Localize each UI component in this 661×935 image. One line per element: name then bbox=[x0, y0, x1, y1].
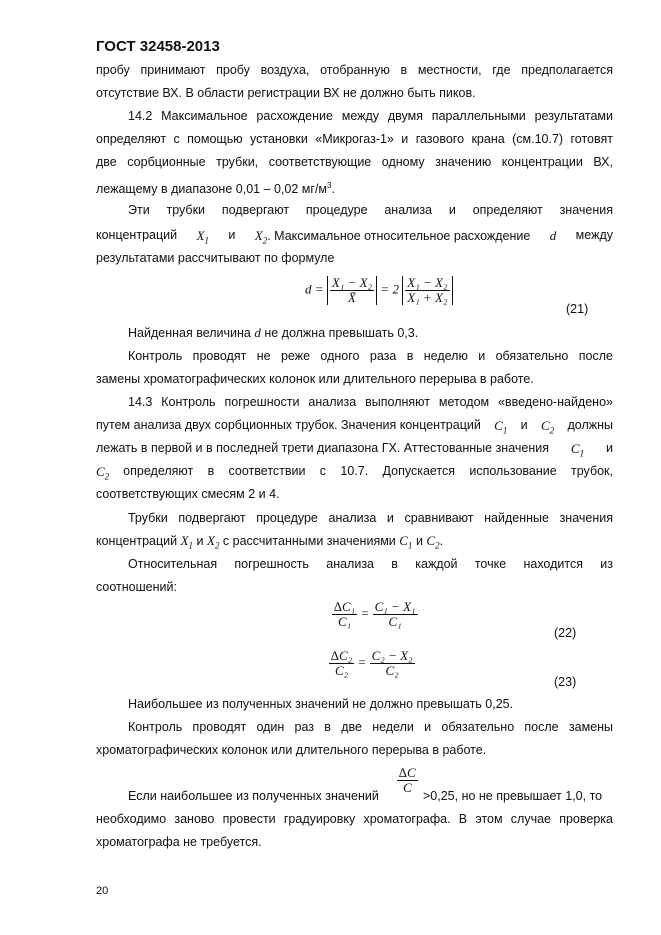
paragraph-line: две сорбционные трубки, соответствующие одному значению концентрации ВХ, bbox=[96, 155, 613, 169]
paragraph-line: необходимо заново провести градуировку хроматографа. В этом случае проверка bbox=[96, 812, 613, 826]
paragraph-line: хроматографа не требуется. bbox=[96, 835, 262, 849]
paragraph-line: соответствующих смесям 2 и 4. bbox=[96, 487, 280, 501]
paragraph-line: концентраций $X_1$ и $X_2$ с рассчитанными значениями $C_1$ и $C_2$. bbox=[96, 533, 444, 551]
symbol-x1: $X_1$ bbox=[196, 228, 209, 246]
document-header: ГОСТ 32458-2013 bbox=[96, 38, 220, 55]
paragraph-line: $C_2$ определяют в соответствии с 10.7. Допускается использование трубок, bbox=[96, 464, 613, 482]
paragraph-line: Найденная величина d не должна превышать 0,3. bbox=[128, 325, 419, 340]
paragraph-line: Контроль проводят один раз в две недели и обязательно после замены bbox=[128, 720, 613, 734]
paragraph-line: 14.2 Максимальное расхождение между двумя параллельными результатами bbox=[128, 109, 613, 123]
page-number: 20 bbox=[96, 885, 109, 897]
paragraph-line: хроматографических колонок или длительного перерыва в работе. bbox=[96, 743, 487, 757]
paragraph-line: пробу принимают пробу воздуха, отобранную в местности, где предполагается bbox=[96, 63, 613, 77]
paragraph-line: Трубки подвергают процедуре анализа и сравнивают найденные значения bbox=[128, 511, 613, 525]
inline-fraction: $\frac{\Delta C}{C}$ bbox=[399, 765, 416, 795]
paragraph-line: Контроль проводят не реже одного раза в неделю и обязательно после bbox=[128, 349, 613, 363]
paragraph-line: Относительная погрешность анализа в каждой точке находится из bbox=[128, 557, 613, 571]
equation-number: (21) bbox=[566, 302, 589, 316]
equation-number: (22) bbox=[554, 626, 577, 640]
equation-21: d = $\frac{\text{X₁ − X₂}}{X̄}$ = 2 $\frac{\text{X₁ − X₂}}{\text{X₁ + X₂}}$ bbox=[305, 276, 453, 305]
paragraph-line: Если наибольшее из полученных значений bbox=[128, 789, 379, 803]
equation-23: $\frac{\text{∆C₂}}{\text{C₂}}$ = $\frac{\text{C₂ − X₂}}{\text{C₂}}$ bbox=[331, 648, 413, 678]
equation-22: $\frac{\text{∆C₁}}{\text{C₁}}$ = $\frac{\text{C₁ − X₁}}{\text{C₁}}$ bbox=[334, 599, 416, 629]
paragraph-line: Наибольшее из полученных значений не должно превышать 0,25. bbox=[128, 697, 514, 711]
paragraph-line: отсутствие ВХ. В области регистрации ВХ не должно быть пиков. bbox=[96, 86, 476, 100]
paragraph-line: путем анализа двух сорбционных трубок. Значения концентраций $C_1$ и $C_2$ должны bbox=[96, 418, 613, 436]
equation-number: (23) bbox=[554, 675, 577, 689]
paragraph-line: концентраций $X_1$ и $X_2$. Максимальное относительное расхождение d между bbox=[96, 228, 613, 249]
paragraph-line: замены хроматографических колонок или длительного перерыва в работе. bbox=[96, 372, 534, 386]
paragraph-line: лежать в первой и в последней трети диапазона ГХ. Аттестованные значения $C_1$ и bbox=[96, 441, 613, 459]
paragraph-line: результатами рассчитывают по формуле bbox=[96, 251, 335, 265]
paragraph-line: лежащему в диапазоне 0,01 – 0,02 $мг/м^3$. bbox=[96, 181, 335, 197]
paragraph-line: Эти трубки подвергают процедуре анализа и определяют значения bbox=[128, 203, 613, 217]
paragraph-line: 14.3 Контроль погрешности анализа выполняют методом «введено-найдено» bbox=[128, 395, 613, 409]
paragraph-line: >0,25, но не превышает 1,0, то bbox=[423, 789, 603, 803]
paragraph-line: соотношений: bbox=[96, 580, 177, 594]
paragraph-line: определяют с помощью установки «Микрогаз-1» и газового крана (см.10.7) готовят bbox=[96, 132, 613, 146]
symbol-d: d bbox=[549, 228, 557, 243]
